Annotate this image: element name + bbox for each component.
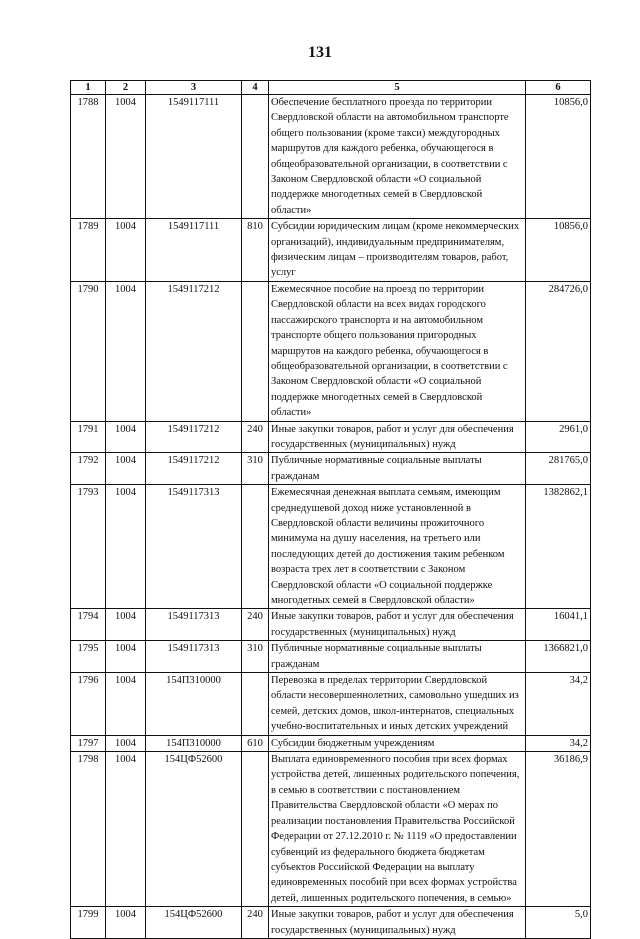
expense-type-cell [242, 485, 269, 609]
amount-cell: 281765,0 [526, 453, 591, 485]
amount-cell: 2961,0 [526, 421, 591, 453]
expense-type-cell [242, 281, 269, 421]
expense-type-cell: 810 [242, 219, 269, 282]
amount-cell: 10856,0 [526, 95, 591, 219]
target-article-cell: 1549117313 [146, 641, 242, 673]
target-article-cell: 1549117212 [146, 421, 242, 453]
section-code-cell: 1004 [106, 421, 146, 453]
description-cell: Субсидии юридическим лицам (кроме некоммерческих организаций), индивидуальным предпринимателям, физическим лицам – производителям товаров, работ, услуг [269, 219, 526, 282]
table-row [71, 907, 591, 939]
target-article-cell: 154П310000 [146, 735, 242, 751]
expense-type-cell [242, 95, 269, 219]
header-col-4: 4 [242, 81, 269, 95]
table-row [71, 421, 591, 453]
section-code-cell: 1004 [106, 485, 146, 609]
header-col-6: 6 [526, 81, 591, 95]
description-cell: Субсидии бюджетным учреждениям [269, 735, 526, 751]
target-article-cell: 1549117111 [146, 95, 242, 219]
row-number-cell: 1794 [71, 609, 106, 641]
amount-cell: 5,0 [526, 907, 591, 939]
section-code-cell: 1004 [106, 281, 146, 421]
description-cell: Публичные нормативные социальные выплаты гражданам [269, 453, 526, 485]
header-col-1: 1 [71, 81, 106, 95]
table-row [71, 735, 591, 751]
row-number-cell: 1799 [71, 907, 106, 939]
page-number: 131 [308, 44, 332, 61]
row-number-cell: 1791 [71, 421, 106, 453]
header-col-3: 3 [146, 81, 242, 95]
header-col-2: 2 [106, 81, 146, 95]
description-cell: Ежемесячная денежная выплата семьям, имеющим среднедушевой доход ниже установленной в Свердловской области величины прожиточного минимума на душу населения, на третьего или последующих детей до достижения таким ребенком возраста трех лет в соответствии с Законом Свердловской области «О социальной поддержке многодетных семей в Свердловской области» [269, 485, 526, 609]
section-code-cell: 1004 [106, 673, 146, 736]
description-cell: Иные закупки товаров, работ и услуг для обеспечения государственных (муниципальных) нужд [269, 609, 526, 641]
amount-cell: 1366821,0 [526, 641, 591, 673]
section-code-cell: 1004 [106, 609, 146, 641]
expense-type-cell [242, 673, 269, 736]
expense-type-cell: 240 [242, 609, 269, 641]
section-code-cell: 1004 [106, 735, 146, 751]
row-number-cell: 1788 [71, 95, 106, 219]
description-cell: Обеспечение бесплатного проезда по территории Свердловской области на автомобильном транспорте общего пользования (кроме такси) междугородных маршрутов для каждого ребенка, обучающегося в общеобразовательной организации, в соответствии с Законом Свердловской области «О социальной поддержке многодетных семей в Свердловской области» [269, 95, 526, 219]
row-number-cell: 1798 [71, 752, 106, 907]
row-number-cell: 1795 [71, 641, 106, 673]
table-row [71, 485, 591, 609]
expense-type-cell: 240 [242, 907, 269, 939]
amount-cell: 16041,1 [526, 609, 591, 641]
table-row [71, 95, 591, 219]
table-row [71, 219, 591, 282]
expense-type-cell: 310 [242, 453, 269, 485]
description-cell: Ежемесячное пособие на проезд по территории Свердловской области на всех видах городского пассажирского транспорта и на автомобильном транспорте общего пользования пригородных маршрутов на каждого ребенка, обучающегося в общеобразовательной организации, в соответствии с Законом Свердловской области «О социальной поддержке многодетных семей в Свердловской области» [269, 281, 526, 421]
description-cell: Иные закупки товаров, работ и услуг для обеспечения государственных (муниципальных) нужд [269, 421, 526, 453]
header-col-5: 5 [269, 81, 526, 95]
description-cell: Публичные нормативные социальные выплаты гражданам [269, 641, 526, 673]
section-code-cell: 1004 [106, 219, 146, 282]
description-cell: Иные закупки товаров, работ и услуг для обеспечения государственных (муниципальных) нужд [269, 907, 526, 939]
description-cell: Перевозка в пределах территории Свердловской области несовершеннолетних, самовольно ушедших из семей, детских домов, школ-интернатов, специальных учебно-воспитательных и иных детских учреждений [269, 673, 526, 736]
target-article-cell: 1549117111 [146, 219, 242, 282]
target-article-cell: 154ЦФ52600 [146, 907, 242, 939]
table-header-row [71, 81, 591, 95]
row-number-cell: 1790 [71, 281, 106, 421]
amount-cell: 284726,0 [526, 281, 591, 421]
table-row [71, 752, 591, 907]
expense-type-cell: 240 [242, 421, 269, 453]
amount-cell: 34,2 [526, 735, 591, 751]
target-article-cell: 154ЦФ52600 [146, 752, 242, 907]
expense-type-cell: 310 [242, 641, 269, 673]
expense-type-cell [242, 752, 269, 907]
expense-type-cell: 610 [242, 735, 269, 751]
target-article-cell: 154П310000 [146, 673, 242, 736]
section-code-cell: 1004 [106, 907, 146, 939]
section-code-cell: 1004 [106, 641, 146, 673]
amount-cell: 34,2 [526, 673, 591, 736]
amount-cell: 10856,0 [526, 219, 591, 282]
row-number-cell: 1793 [71, 485, 106, 609]
target-article-cell: 1549117212 [146, 281, 242, 421]
row-number-cell: 1792 [71, 453, 106, 485]
section-code-cell: 1004 [106, 95, 146, 219]
section-code-cell: 1004 [106, 453, 146, 485]
table-row [71, 641, 591, 673]
table-body [71, 95, 591, 939]
target-article-cell: 1549117313 [146, 609, 242, 641]
table-row [71, 673, 591, 736]
table-row [71, 453, 591, 485]
target-article-cell: 1549117212 [146, 453, 242, 485]
target-article-cell: 1549117313 [146, 485, 242, 609]
budget-table [70, 80, 591, 939]
row-number-cell: 1797 [71, 735, 106, 751]
amount-cell: 36186,9 [526, 752, 591, 907]
row-number-cell: 1796 [71, 673, 106, 736]
table-row [71, 609, 591, 641]
amount-cell: 1382862,1 [526, 485, 591, 609]
description-cell: Выплата единовременного пособия при всех формах устройства детей, лишенных родительского попечения, в семью в соответствии с постановлением Правительства Свердловской области «О мерах по реализации постановления Правительства Российской Федерации от 27.12.2010 г. № 1119 «О предоставлении субвенций из федерального бюджета бюджетам субъектов Российской Федерации на выплату единовременных пособий при всех формах устройства детей, лишенных родительского попечения, в семью» [269, 752, 526, 907]
section-code-cell: 1004 [106, 752, 146, 907]
row-number-cell: 1789 [71, 219, 106, 282]
table-row [71, 281, 591, 421]
